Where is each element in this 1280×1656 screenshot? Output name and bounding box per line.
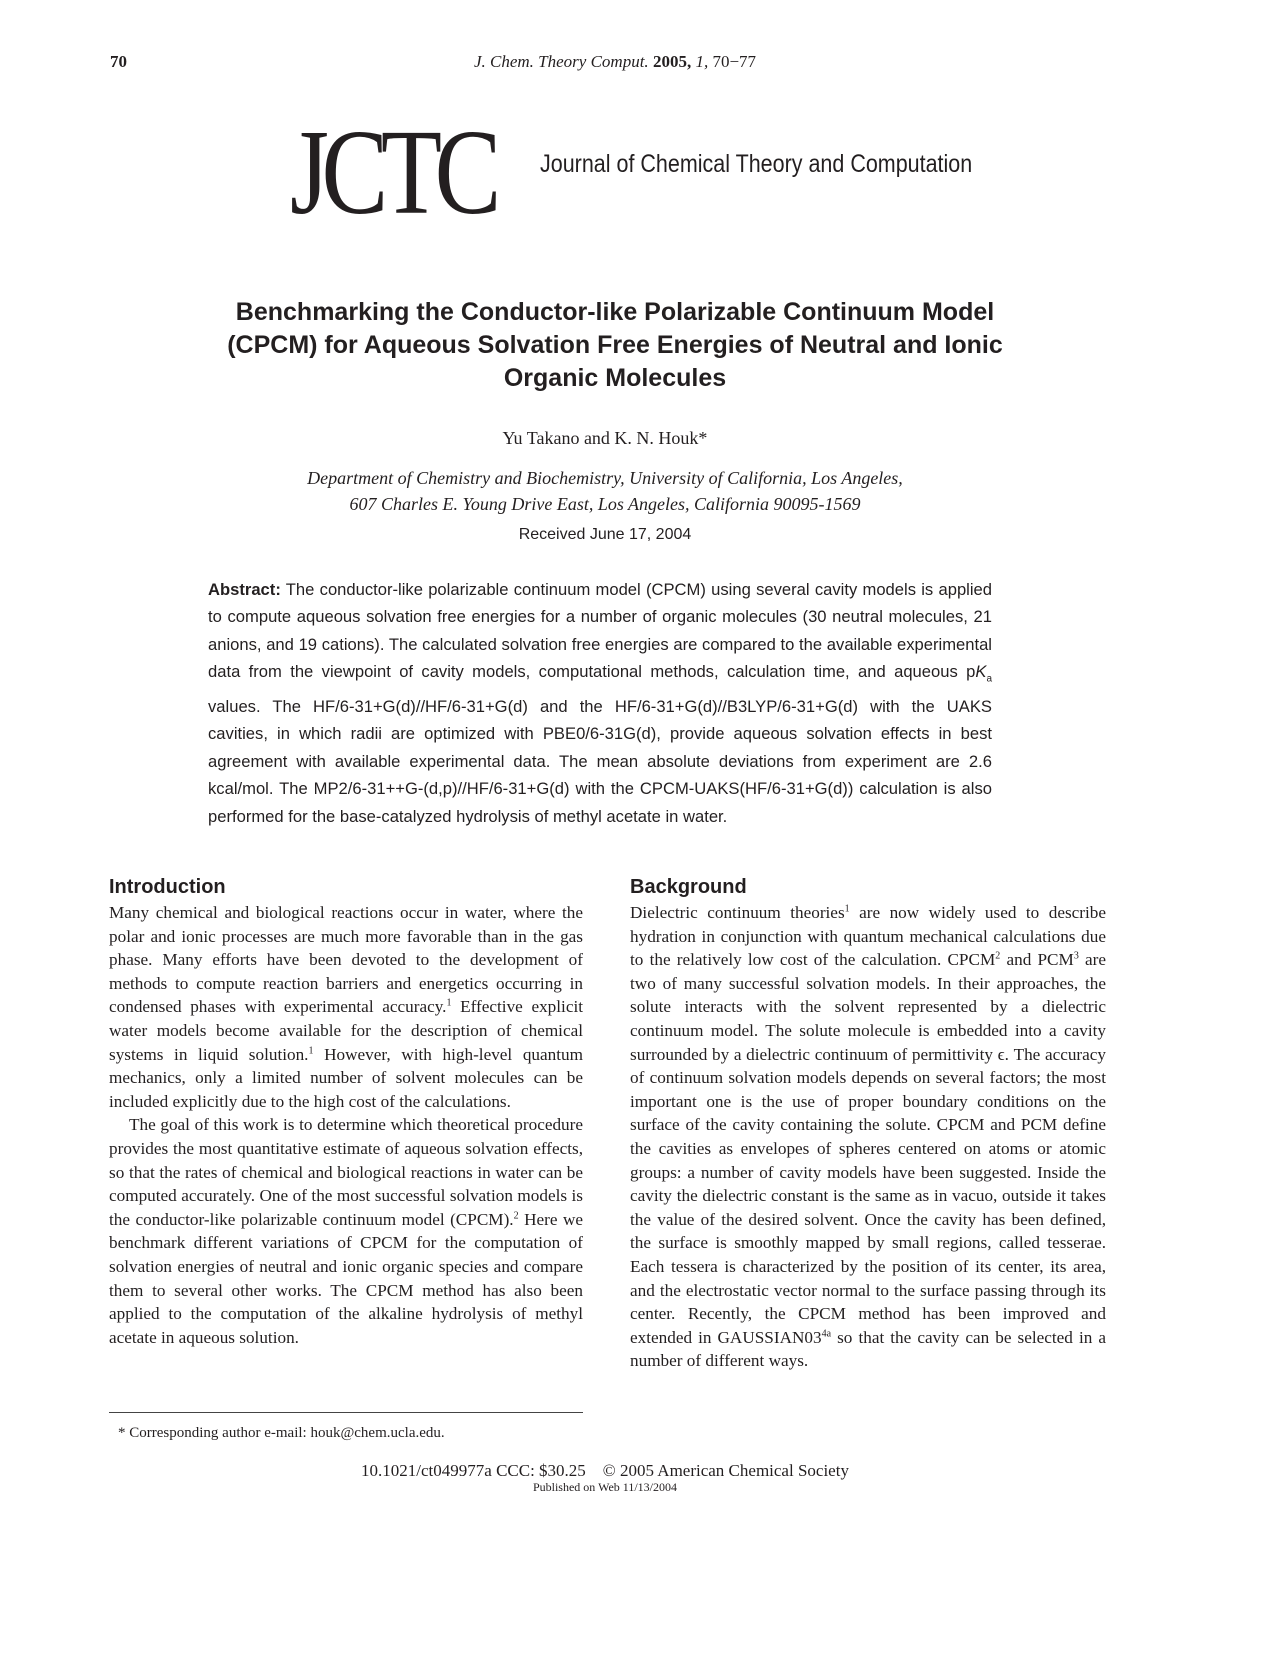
journal-abbrev: J. Chem. Theory Comput. — [473, 52, 649, 71]
citation-link[interactable]: 1 — [446, 997, 452, 1009]
page-number: 70 — [110, 52, 127, 71]
abstract-text-2: values. The HF/6-31+G(d)//HF/6-31+G(d) and the HF/6-31+G(d)//B3LYP/6-31+G(d) with the UAKS cavities, in which radii are optimized with PBE0/6-31G(d), provide aqueous solvation effects in best agreement with available experimental data. The mean absolute deviations from experiment are 2.6 kcal/mol. The MP2/6-31++G-(d,p)//HF/6-31+G(d) with the CPCM-UAKS(HF/6-31+G(d)) calculation is also performed for the base-catalyzed hydrolysis of methyl acetate in water. — [208, 696, 992, 826]
citation-link[interactable]: 4a — [821, 1327, 832, 1339]
running-head — [0, 52, 1230, 72]
abstract-label: Abstract: — [208, 580, 281, 599]
citation-link[interactable]: 2 — [995, 950, 1001, 962]
abstract-ka-sub: a — [986, 673, 992, 685]
citation-link[interactable]: 1 — [844, 903, 850, 915]
year: 2005, — [652, 52, 692, 71]
abstract-text-1: The conductor-like polarizable continuum model (CPCM) using several cavity models is applied to compute aqueous solvation free energies for a number of organic molecules (30 neutral molecules, 21 anions, and 19 cations). The calculated solvation free energies are compared to the available experimental data from the viewpoint of cavity models, computational methods, calculation time, and aqueous p — [208, 580, 992, 682]
footnote-divider — [109, 1412, 583, 1413]
logo-journal-name: Journal of Chemical Theory and Computation — [540, 150, 973, 178]
background-heading: Background — [630, 876, 747, 898]
affiliation-line-2: 607 Charles E. Young Drive East, Los Angeles, California 90095-1569 — [349, 494, 861, 514]
citation-link[interactable]: 1 — [308, 1044, 314, 1056]
volume: 1, — [695, 52, 709, 71]
page-range: 70−77 — [712, 52, 757, 71]
background-paragraph: Dielectric continuum theories$^1$ are now widely used to describe hydration in conjunction with quantum mechanical calculations due to the relatively low cost of the calculation. CPCM$^2$ and PCM$^3$ are two of many successful solvation models. In their approaches, the solute interacts with the solvent represented by a dielectric continuum model. The solute molecule is embedded into a cavity surrounded by a dielectric continuum of permittivity ϵ. The accuracy of continuum solvation models depends on several factors; the most important one is the use of proper boundary conditions on the surface of the cavity containing the solute. CPCM and PCM define the cavities as envelopes of spheres centered on atoms or atomic groups: a number of cavity models have been suggested. Inside the cavity the dielectric constant is the same as in vacuo, outside it takes the value of the desired solvent. Once the cavity has been defined, the surface is smoothly mapped by small regions, called tesserae. Each tessera is characterized by the position of its center, its area, and the electrostatic vector normal to the surface passing through its center. Recently, the CPCM method has been improved and extended in $GAUSSIAN03^{4a}$ so that the cavity can be selected in a number of different ways. — [630, 903, 1107, 1371]
abstract — [208, 576, 992, 830]
journal-logo — [290, 105, 973, 240]
introduction-heading: Introduction — [109, 876, 226, 898]
left-column — [109, 874, 583, 1349]
right-column — [630, 874, 1106, 1373]
doi-copyright-line: 10.1021/ct049977a CCC: $30.25 © 2005 American Chemical Society — [361, 1461, 849, 1480]
affiliation-line-1: Department of Chemistry and Biochemistry, University of California, Los Angeles, — [307, 468, 903, 488]
published-date: Published on Web 11/13/2004 — [532, 1480, 678, 1494]
citation-link[interactable]: 3 — [1073, 950, 1079, 962]
introduction-paragraph-2: The goal of this work is to determine which theoretical procedure provides the most quantitative estimate of aqueous solvation effects, so that the rates of chemical and biological reactions in water can be computed accurately. One of the most successful solvation models is the conductor-like polarizable continuum model (CPCM).$^2$ Here we benchmark different variations of CPCM for the computation of solvation energies of neutral and ionic organic species and compare them to several other works. The CPCM method has also been applied to the computation of the alkaline hydrolysis of methyl acetate in aqueous solution. — [109, 1115, 583, 1347]
article-title: Benchmarking the Conductor-like Polarizable Continuum Model (CPCM) for Aqueous Solvation Free Energies of Neutral and Ionic Organic Molecules — [227, 298, 1003, 392]
corresponding-author-footnote: * Corresponding author e-mail: houk@chem.ucla.edu. — [118, 1425, 445, 1441]
received-date: Received June 17, 2004 — [518, 526, 692, 543]
citation-link[interactable]: 2 — [513, 1209, 519, 1221]
authors: Yu Takano and K. N. Houk* — [502, 428, 708, 448]
logo-letters: JCTC — [290, 105, 494, 240]
introduction-paragraph-1: Many chemical and biological reactions occur in water, where the polar and ionic processes are much more favorable than in the gas phase. Many efforts have been devoted to the development of methods to compute reaction barriers and energetics occurring in condensed phases with experimental accuracy.$^1$ Effective explicit water models become available for the description of chemical systems in liquid solution.$^1$ However, with high-level quantum mechanics, only a limited number of solvent molecules can be included explicitly due to the high cost of the calculations. — [109, 903, 583, 1111]
abstract-ka: K — [975, 662, 987, 682]
affiliation — [0, 465, 1210, 517]
